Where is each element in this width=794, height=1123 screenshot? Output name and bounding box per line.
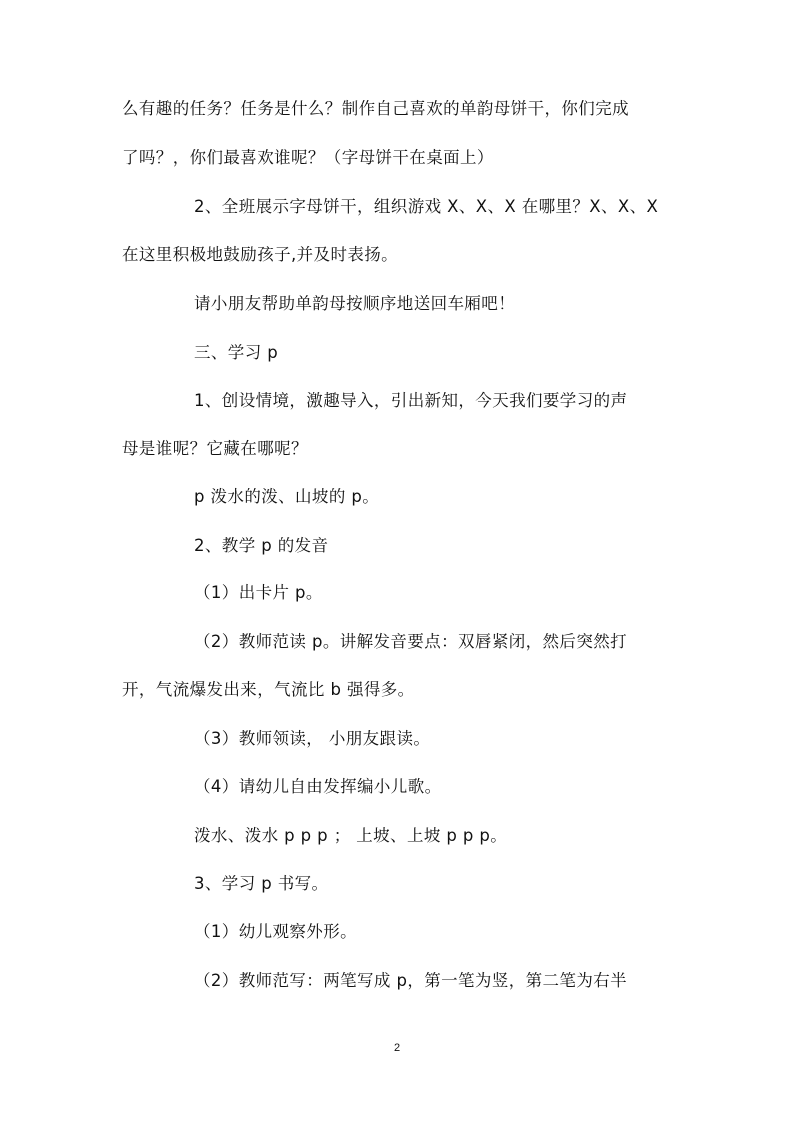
- paragraph-line: 3、学习 p 书写。: [194, 874, 329, 893]
- paragraph-line: p 泼水的泼、山坡的 p。: [194, 487, 380, 506]
- paragraph-line: （4）请幼儿自由发挥编小儿歌。: [194, 777, 442, 796]
- paragraph-line: （1）幼儿观察外形。: [194, 922, 357, 941]
- paragraph-line: 母是谁呢？它藏在哪呢？: [122, 439, 308, 458]
- paragraph-line: 2、教学 p 的发音: [194, 536, 329, 555]
- paragraph-line: （2）教师范写：两笔写成 p，第一笔为竖，第二笔为右半: [194, 971, 628, 990]
- page-number: 2: [393, 1042, 401, 1054]
- section-heading: 三、学习 p: [194, 343, 279, 362]
- paragraph-line: （2）教师范读 p。讲解发音要点：双唇紧闭，然后突然打: [194, 632, 628, 651]
- paragraph-line: 2、全班展示字母饼干，组织游戏 X、X、X 在哪里？X、X、X: [194, 197, 659, 216]
- paragraph-line: （1）出卡片 p。: [194, 583, 323, 602]
- paragraph-line: 么有趣的任务？任务是什么？制作自己喜欢的单韵母饼干，你们完成: [122, 99, 629, 118]
- paragraph-line: 开，气流爆发出来，气流比 b 强得多。: [122, 680, 415, 699]
- paragraph-line: 了吗？，你们最喜欢谁呢？（字母饼干在桌面上）: [122, 148, 494, 167]
- paragraph-line: 在这里积极地鼓励孩子,并及时表扬。: [122, 245, 399, 264]
- paragraph-line: 1、创设情境，激趣导入，引出新知，今天我们要学习的声: [194, 391, 628, 410]
- paragraph-line: 请小朋友帮助单韵母按顺序地送回车厢吧！: [194, 294, 516, 313]
- paragraph-line: （3）教师领读， 小朋友跟读。: [194, 729, 431, 748]
- paragraph-line: 泼水、泼水 p p p ； 上坡、上坡 p p p。: [194, 826, 508, 845]
